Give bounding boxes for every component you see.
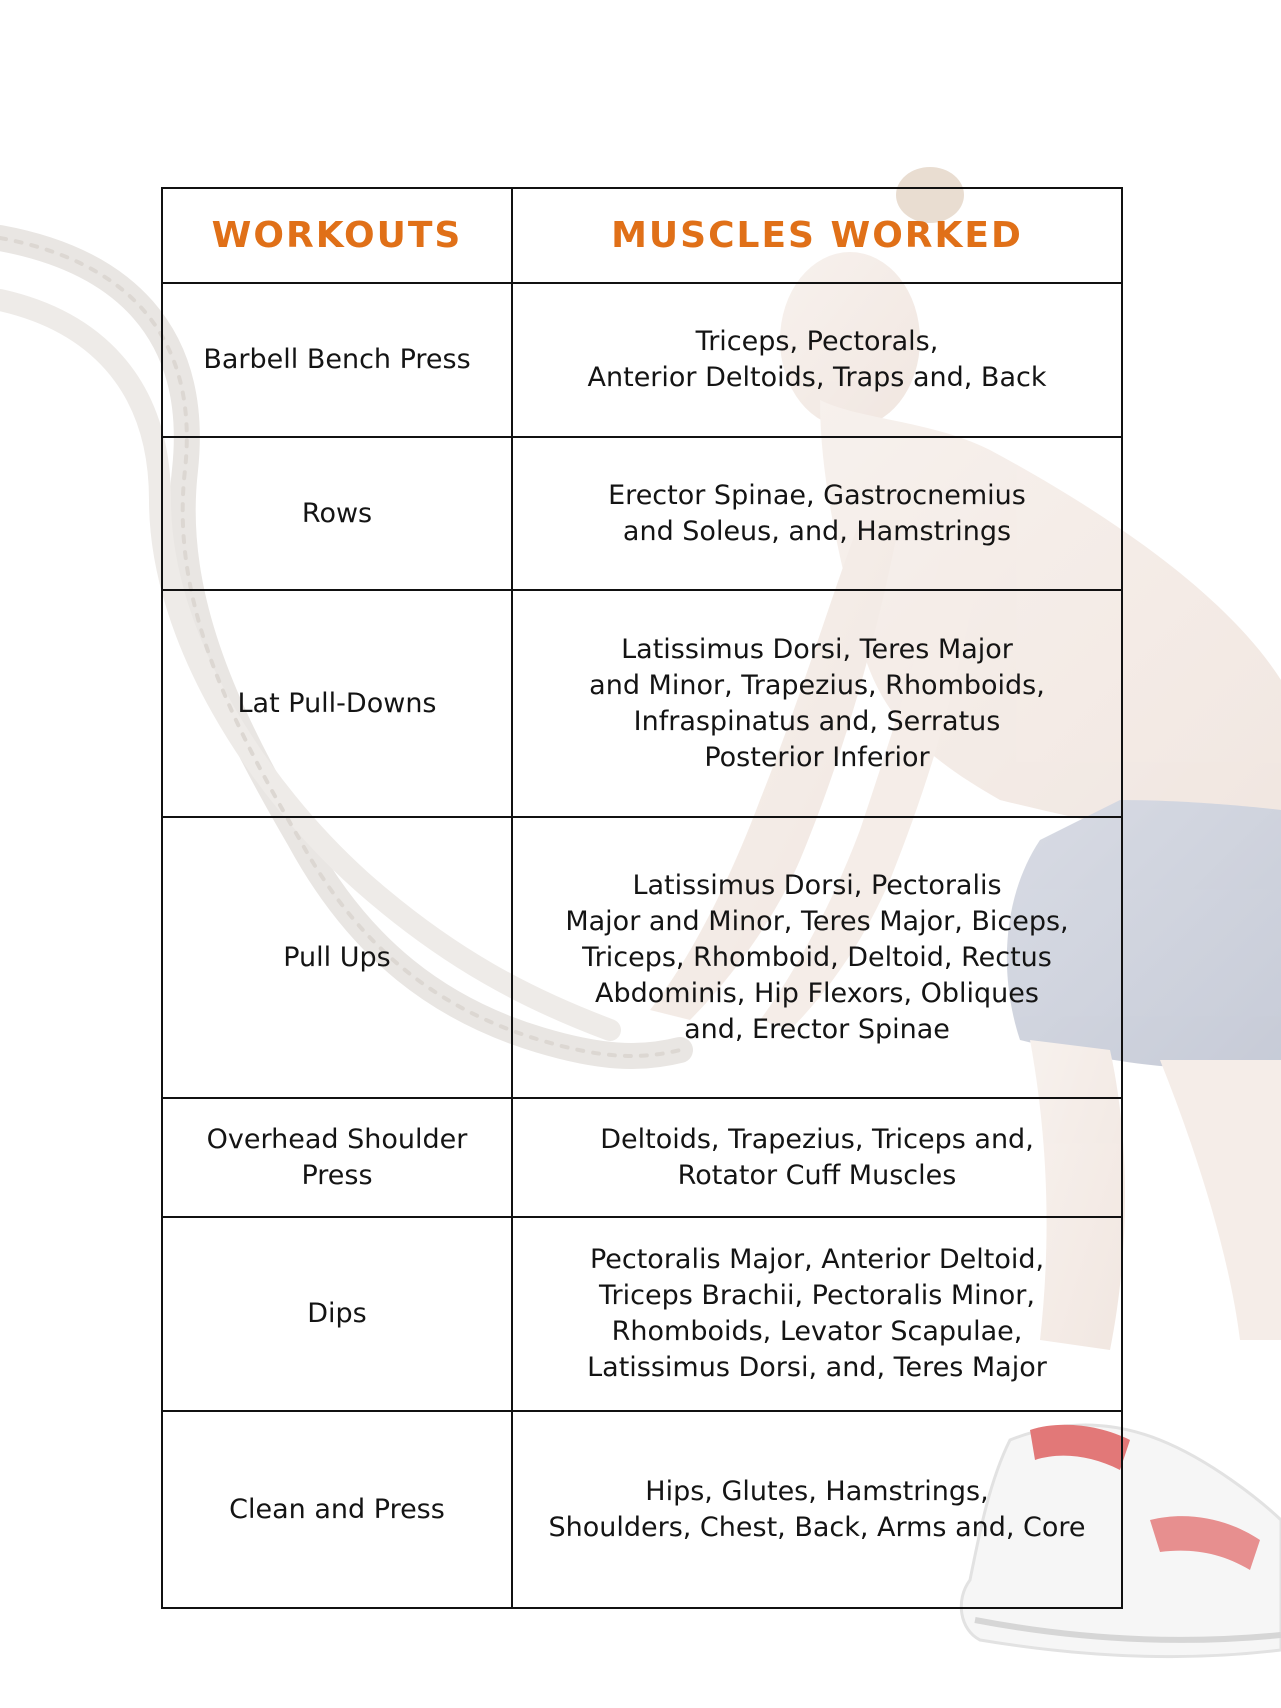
muscles-cell: Pectoralis Major, Anterior Deltoid, Triceps Brachii, Pectoralis Minor, Rhomboids, Levator Scapulae, Latissimus Dorsi, and, Teres Major — [512, 1217, 1122, 1411]
table-header-row — [162, 188, 1122, 283]
table-row — [162, 1217, 1122, 1411]
workout-cell: Barbell Bench Press — [162, 283, 512, 437]
workout-cell: Rows — [162, 437, 512, 590]
header-workouts: WORKOUTS — [162, 188, 512, 283]
workout-cell: Clean and Press — [162, 1411, 512, 1608]
table-row — [162, 1411, 1122, 1608]
muscles-cell: Triceps, Pectorals, Anterior Deltoids, Traps and, Back — [512, 283, 1122, 437]
muscles-cell: Latissimus Dorsi, Teres Major and Minor, Trapezius, Rhomboids, Infraspinatus and, Serratus Posterior Inferior — [512, 590, 1122, 817]
table-row — [162, 817, 1122, 1098]
muscles-cell: Erector Spinae, Gastrocnemius and Soleus, and, Hamstrings — [512, 437, 1122, 590]
workout-cell: Lat Pull-Downs — [162, 590, 512, 817]
workout-cell: Pull Ups — [162, 817, 512, 1098]
muscles-cell: Latissimus Dorsi, Pectoralis Major and Minor, Teres Major, Biceps, Triceps, Rhomboid, Deltoid, Rectus Abdominis, Hip Flexors, Obliques and, Erector Spinae — [512, 817, 1122, 1098]
header-muscles-worked: MUSCLES WORKED — [512, 188, 1122, 283]
workout-table-container — [161, 187, 1121, 1607]
table-row — [162, 283, 1122, 437]
workout-cell: Dips — [162, 1217, 512, 1411]
muscles-cell: Deltoids, Trapezius, Triceps and, Rotator Cuff Muscles — [512, 1098, 1122, 1217]
table-row — [162, 1098, 1122, 1217]
workout-cell: Overhead Shoulder Press — [162, 1098, 512, 1217]
table-row — [162, 590, 1122, 817]
workout-muscles-table — [161, 187, 1123, 1609]
table-row — [162, 437, 1122, 590]
muscles-cell: Hips, Glutes, Hamstrings, Shoulders, Chest, Back, Arms and, Core — [512, 1411, 1122, 1608]
